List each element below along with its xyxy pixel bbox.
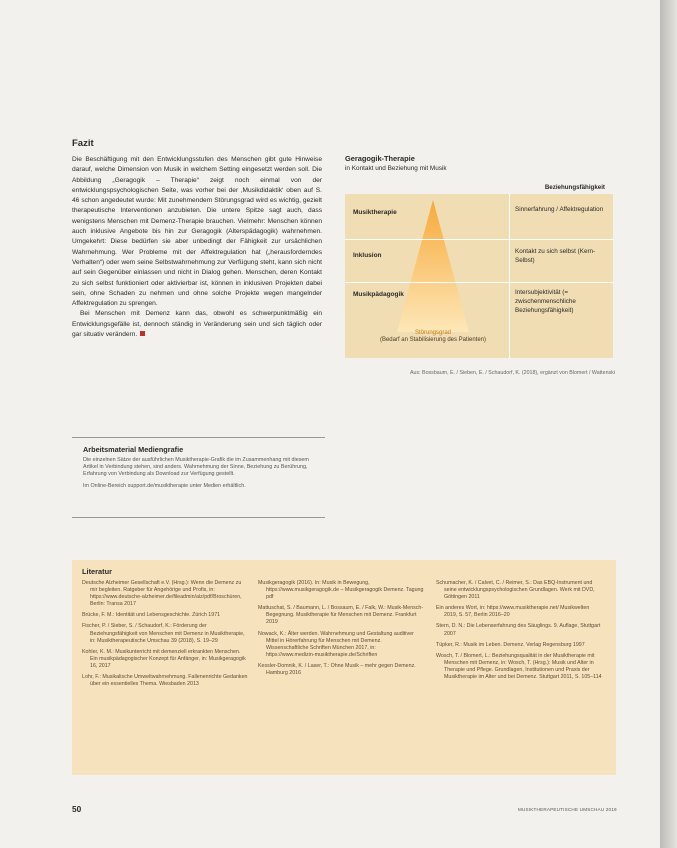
page-edge <box>660 0 677 848</box>
column-divider <box>509 194 510 358</box>
arbeitsmaterial-text: Die einzelnen Sätze der ausführlichen Musiktherapie-Grafik die im Zusammenhang mit diesem Artikel in Verbindung stehen, sind anders. Wahrnehmung der Sinne, Beziehung zu Berührung, Erfahrung von Verbindung als Download zur Verfügung gestellt. <box>83 457 309 477</box>
fazit-paragraph-2-text: Bei Menschen mit Demenz kann das, obwohl es schwerpunktmäßig ein Entwicklungsgefälle ist, dennoch ständig in Veränderung sein und sich täglich oder gar situativ verändern. <box>72 310 322 339</box>
figure-credit: Aus: Bossbaum, E. / Sieben, E. / Schaudorf, K. (2018), ergänzt von Blomert / Wattenski <box>409 370 615 376</box>
literatur-column-3 <box>436 580 602 685</box>
page-number: 50 <box>72 804 82 814</box>
fazit-paragraph-2 <box>72 309 322 340</box>
literatur-column-1 <box>82 580 248 692</box>
triangle-caption-sub: (Bedarf an Stabilisierung des Patienten) <box>379 337 487 344</box>
fazit-paragraph-1: Die Beschäftigung mit den Entwicklungsstufen des Menschen gibt gute Hinweise darauf, welche Dimension von Musik in welchem Setting eingesetzt werden soll. Die Abbildung „Geragogik – Therapie“ zeigt noch einmal von der entwicklungspsychologischen Seite, was vorher bei der ‚Musikdidaktik‘ oben auf S. 46 schon angedeutet wurde: Mit zunehmendem Störungsgrad wird es wichtig, gezielt therapeutische Interventionen anzubieten. Die untere Spitze sagt auch, dass wenigstens Menschen mit Demenz-Therapie brauchen. Vielmehr: Menschen können auch inklusive Angebote bis hin zur Geragogik (Alterspädagogik) wahrnehmen. Umgekehrt: Diese bedürfen sie aber unbedingt der Fähigkeit zur ursächlichen Wahrnehmung. Wer Probleme mit der Affektregulation hat („herausforderndes Verhalten“) oder wem seine Selbstwahrnehmung zur Verfügung steht, kann sich nicht auf sein Gegenüber einlassen und nicht in Dialog gehen. Menschen, deren Kontakt zu sich selbst funktioniert oder aktivierbar ist, können in inklusiven Projekten dabei sein, ohne Schaden zu nehmen und ohne solche Projekte wegen mangelnder Affektregulation zu sprengen. <box>72 156 322 308</box>
journal-footer: MUSIKTHERAPEUTISCHE UMSCHAU 2019 <box>518 807 617 812</box>
reference-entry: Mattuschat, S. / Baumann, L. / Bossaum, E. / Falk, W.: Musik-Mensch-Begegnung. Musiktherapie für Menschen mit Demenz. Frankfurt 2019 <box>258 605 424 626</box>
geragogik-therapie-figure <box>345 154 613 344</box>
reference-entry: Lohr, F.: Musikalische Umweltwahrnehmung. Fallenenrichte Gedanken über ein essentielles Thema. Wiesbaden 2013 <box>82 674 248 688</box>
fazit-title: Fazit <box>72 138 94 149</box>
reference-entry: Kessler-Domnik, K. / Laser, T.: Ohne Musik – mehr gegen Demenz. Hamburg 2016 <box>258 662 416 677</box>
literatur-column-2 <box>258 580 424 681</box>
reference-entry: Musikgeragogik (2016). In: Musik in Bewegung, https://www.musikgeragogik.de – Musikgeragogik Demenz. Tagung pdf <box>258 580 424 601</box>
reference-entry: Nowack, K.: Älter werden. Wahrnehmung und Gestaltung auditiver Mittel in Hörerfahrung für Menschen mit Demenz. Wissenschaftliche Schriften München 2017, in: https://www.medizin-musiktherapie.de/Schriften <box>258 630 414 658</box>
reference-entry: Tüpker, R.: Musik im Leben. Demenz. Verlag Regensburg 1997 <box>436 641 585 648</box>
arbeitsmaterial-link-text: Im Online-Bereich support.de/musiktherapie unter Medien erhältlich. <box>83 483 246 489</box>
reference-entry: Stern, D. N.: Die Lebenserfahrung des Säuglings. 9. Auflage, Stuttgart 2007 <box>436 623 601 637</box>
arbeitsmaterial-title: Arbeitsmaterial Mediengrafie <box>83 445 184 454</box>
arbeitsmaterial-box <box>83 445 323 495</box>
row-ability-3: Intersubjektivität (= zwischenmenschliche Beziehungsfähigkeit) <box>515 289 576 314</box>
reference-entry: Fischer, P. / Sieber, S. / Schaudorf, K.: Förderung der Beziehungsfähigkeit von Menschen mit Demenz in Musiktherapie, in: Musiktherapeutische Umschau 39 (2018), S. 19–29 <box>82 623 245 644</box>
triangle-caption <box>373 330 493 345</box>
reference-entry: Deutsche Alzheimer Gesellschaft e.V. (Hrsg.): Wenn die Demenz zu mir begleiten. Ratgeber für Angehörige und Profis, in: https://www.deutsche-alzheimer.de/fileadmin/alz/pdf/Broschüren, Berlin: Transa 2017 <box>82 580 242 608</box>
literatur-title: Literatur <box>82 567 112 576</box>
row-divider <box>345 239 613 240</box>
row-label-inklusion: Inklusion <box>353 252 382 259</box>
fazit-section <box>72 138 322 340</box>
row-ability-1: Sinnerfahrung / Affektregulation <box>515 206 604 213</box>
row-divider <box>345 282 613 283</box>
reference-entry: Wosch, T. / Blomert, L.: Beziehungsqualität in der Musiktherapie mit Menschen mit Demenz, in: Wosch, T. (Hrsg.): Musik und Alter in Therapie und Pflege. Grundlagen, Institutionen und Praxis der Musiktherapie im Alter und bei Demenz. Stuttgart 2011, S. 105–114 <box>436 652 602 681</box>
row-label-musikpaedagogik: Musikpädagogik <box>353 291 404 298</box>
row-label-musiktherapie: Musiktherapie <box>353 209 397 216</box>
reference-entry: Brücke, F. M.: Identität und Lebensgeschichte. Zürich 1971 <box>82 612 221 619</box>
reference-entry: Schumacher, K. / Calvet, C. / Reimer, S.: Das EBQ-Instrument und seine entwicklungspsychologischen Grundlagen. Werk mit DVD, Göttingen 2011 <box>436 580 595 601</box>
figure-title: Geragogik-Therapie <box>345 154 415 163</box>
reference-entry: Kohler, K. M.: Musikunterricht mit demenziell erkrankten Menschen. Ein musikpädagogischer Konzept für Anfänger, in: Musikgeragogik 16, 2017 <box>82 648 246 669</box>
reference-entry: Ein anderes Wort, in: https://www.musiktherapie.net/ Musikwelten 2019, S. 57, Berlin 2016–20 <box>436 605 590 619</box>
figure-column-header: Beziehungsfähigkeit <box>544 184 605 191</box>
end-mark-icon <box>140 331 145 336</box>
literatur-box <box>72 560 616 775</box>
row-ability-2: Kontakt zu sich selbst (Kern-Selbst) <box>515 248 596 264</box>
divider <box>72 437 325 438</box>
figure-subtitle: in Kontakt und Beziehung mit Musik <box>345 165 447 172</box>
triangle-caption-label: Störungsgrad <box>414 330 452 336</box>
divider <box>72 517 325 518</box>
